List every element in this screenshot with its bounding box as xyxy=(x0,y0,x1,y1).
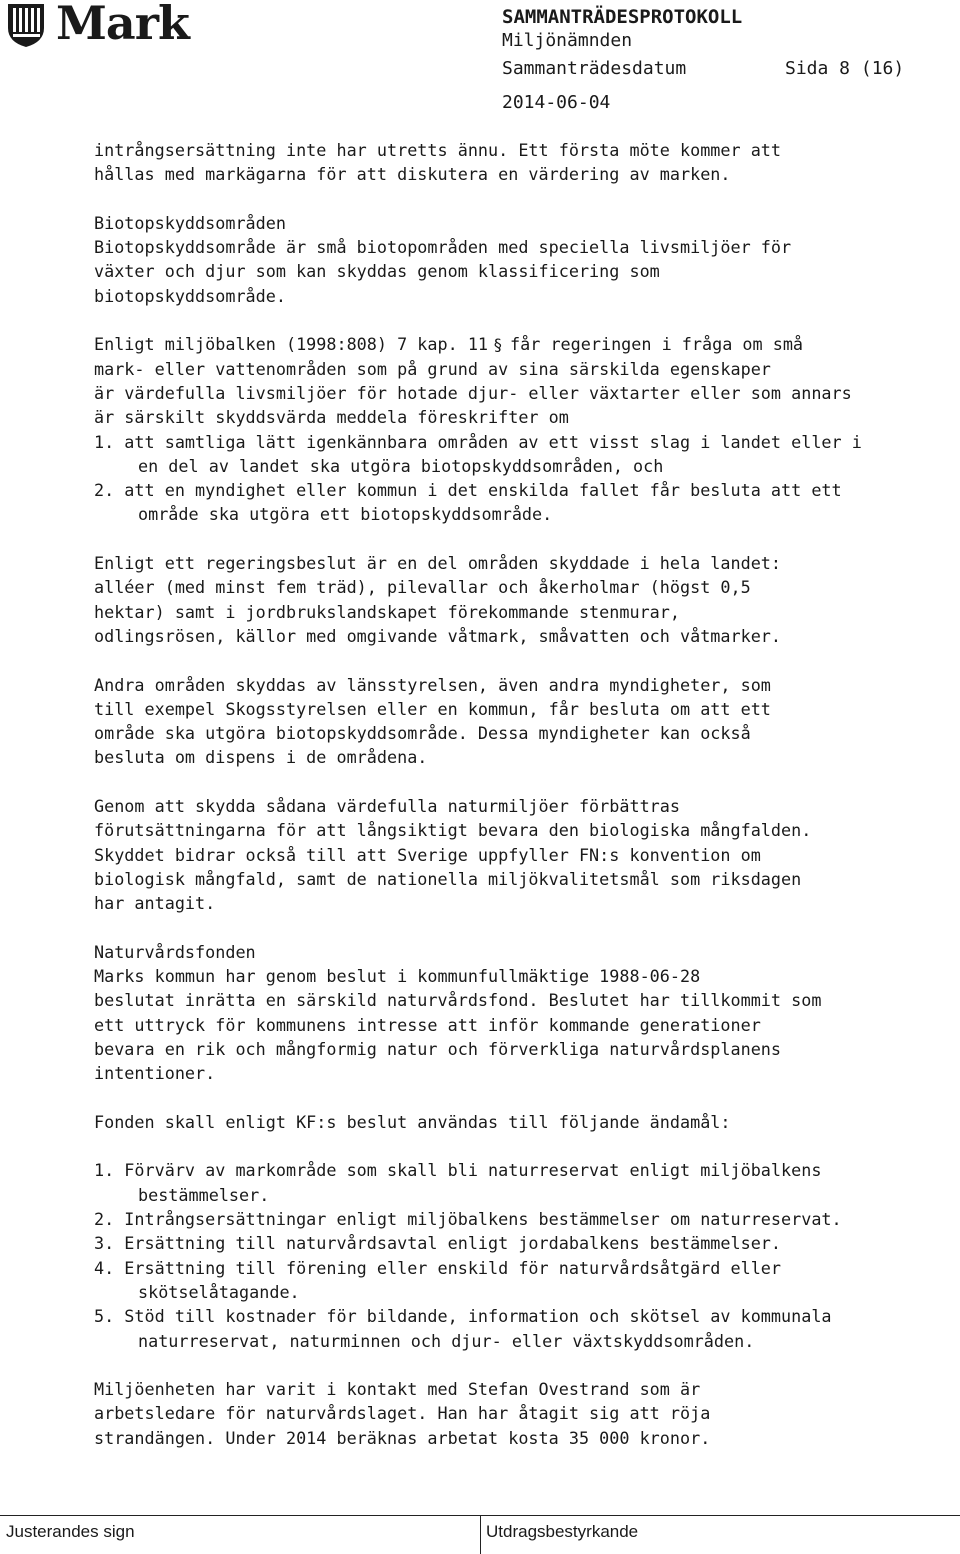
text-line: till exempel Skogsstyrelsen eller en kommun, får besluta om att ett xyxy=(94,698,771,719)
svg-text:§: § xyxy=(493,335,503,354)
text-line: är värdefulla livsmiljöer för hotade djur- eller växtarter eller som annars xyxy=(94,382,852,403)
page-number: Sida 8 (16) xyxy=(785,58,905,79)
text-line: Genom att skydda sådana värdefulla naturmiljöer förbättras xyxy=(94,796,680,817)
section-sign-icon xyxy=(492,335,506,353)
text-line: odlingsrösen, källor med omgivande våtmark, småvatten och våtmarker. xyxy=(94,625,782,646)
meeting-date: 2014-06-04 xyxy=(502,92,611,113)
text-line: har antagit. xyxy=(94,893,216,914)
section-heading-fund: Naturvårdsfonden xyxy=(94,941,256,962)
text-line xyxy=(94,332,874,356)
text-line: Marks kommun har genom beslut i kommunfullmäktige 1988-06-28 xyxy=(94,966,701,987)
text-line: är särskilt skyddsvärda meddela föreskrifter om xyxy=(94,407,569,428)
list-item: 2. Intrångsersättningar enligt miljöbalkens bestämmelser om naturreservat. xyxy=(94,1209,842,1230)
text-fragment: får regeringen i fråga om små xyxy=(510,334,804,355)
text-line: alléer (med minst fem träd), pilevallar och åkerholmar (högst 0,5 xyxy=(94,577,751,598)
text-line: ett uttryck för kommunens intresse att inför kommande generationer xyxy=(94,1014,761,1035)
text-line: beslutat inrätta en särskild naturvårdsfond. Beslutet har tillkommit som xyxy=(94,990,822,1011)
text-line: arbetsledare för naturvårdslaget. Han har åtagit sig att röja xyxy=(94,1403,711,1424)
text-line: område ska utgöra biotopskyddsområde. Dessa myndigheter kan också xyxy=(94,723,751,744)
text-line: besluta om dispens i de områdena. xyxy=(94,747,428,768)
text-line: biotopskyddsområde. xyxy=(94,285,286,306)
text-line: bevara en rik och mångformig natur och förverkliga naturvårdsplanens xyxy=(94,1038,782,1059)
footer-column-divider xyxy=(480,1515,481,1554)
list-item: 1. Förvärv av markområde som skall bli naturreservat enligt miljöbalkens bestämmelser. xyxy=(94,1160,822,1205)
list-item: 1. att samtliga lätt igenkännbara områden av ett visst slag i landet eller i en del av landet ska utgöra biotopskyddsområden, och xyxy=(94,431,862,476)
text-line: växter och djur som kan skyddas genom klassificering som xyxy=(94,261,660,282)
list-item: 4. Ersättning till förening eller enskild för naturvårdsåtgärd eller skötselåtagande. xyxy=(94,1257,782,1302)
text-line: strandängen. Under 2014 beräknas arbetat kosta 35 000 kronor. xyxy=(94,1427,711,1448)
footer-certification-label: Utdragsbestyrkande xyxy=(486,1522,639,1541)
footer-signature-label: Justerandes sign xyxy=(6,1522,135,1541)
text-line: hektar) samt i jordbrukslandskapet förekommande stenmurar, xyxy=(94,601,680,622)
list-item: 2. att en myndighet eller kommun i det enskilda fallet får besluta att ett område ska utgöra ett biotopskyddsområde. xyxy=(94,480,842,525)
text-line: biologisk mångfald, samt de nationella miljökvalitetsmål som riksdagen xyxy=(94,868,802,889)
text-line: Skyddet bidrar också till att Sverige uppfyller FN:s konvention om xyxy=(94,844,761,865)
text-line: förutsättningarna för att långsiktigt bevara den biologiska mångfalden. xyxy=(94,820,812,841)
section-heading-biotop: Biotopskyddsområden xyxy=(94,212,286,233)
list-item: 3. Ersättning till naturvårdsavtal enligt jordabalkens bestämmelser. xyxy=(94,1233,782,1254)
text-line: Enligt ett regeringsbeslut är en del områden skyddade i hela landet: xyxy=(94,553,782,574)
meeting-date-label: Sammanträdesdatum xyxy=(502,58,687,79)
text-line: mark- eller vattenområden som på grund av sina särskilda egenskaper xyxy=(94,358,771,379)
brand-name: Mark xyxy=(56,0,189,50)
law-reference: Enligt miljöbalken (1998:808) 7 kap. 11 xyxy=(94,334,489,355)
text-line: Fonden skall enligt KF:s beslut användas till följande ändamål: xyxy=(94,1111,731,1132)
committee-name: Miljönämnden xyxy=(502,30,633,51)
list-item: 5. Stöd till kostnader för bildande, information och skötsel av kommunala naturreservat, naturminnen och djur- eller växtskyddsområden. xyxy=(94,1306,832,1351)
text-line: hållas med markägarna för att diskutera en värdering av marken. xyxy=(94,164,731,185)
municipality-crest-icon xyxy=(6,2,46,48)
text-line: intentioner. xyxy=(94,1063,216,1084)
text-line: Miljöenheten har varit i kontakt med Stefan Ovestrand som är xyxy=(94,1379,701,1400)
document-body xyxy=(94,138,874,1450)
text-line: Biotopskyddsområde är små biotopområden med speciella livsmiljöer för xyxy=(94,237,792,258)
text-line: Andra områden skyddas av länsstyrelsen, även andra myndigheter, som xyxy=(94,674,771,695)
text-line: intrångsersättning inte har utretts ännu. Ett första möte kommer att xyxy=(94,140,782,160)
protocol-title: SAMMANTRÄDESPROTOKOLL xyxy=(502,6,743,28)
